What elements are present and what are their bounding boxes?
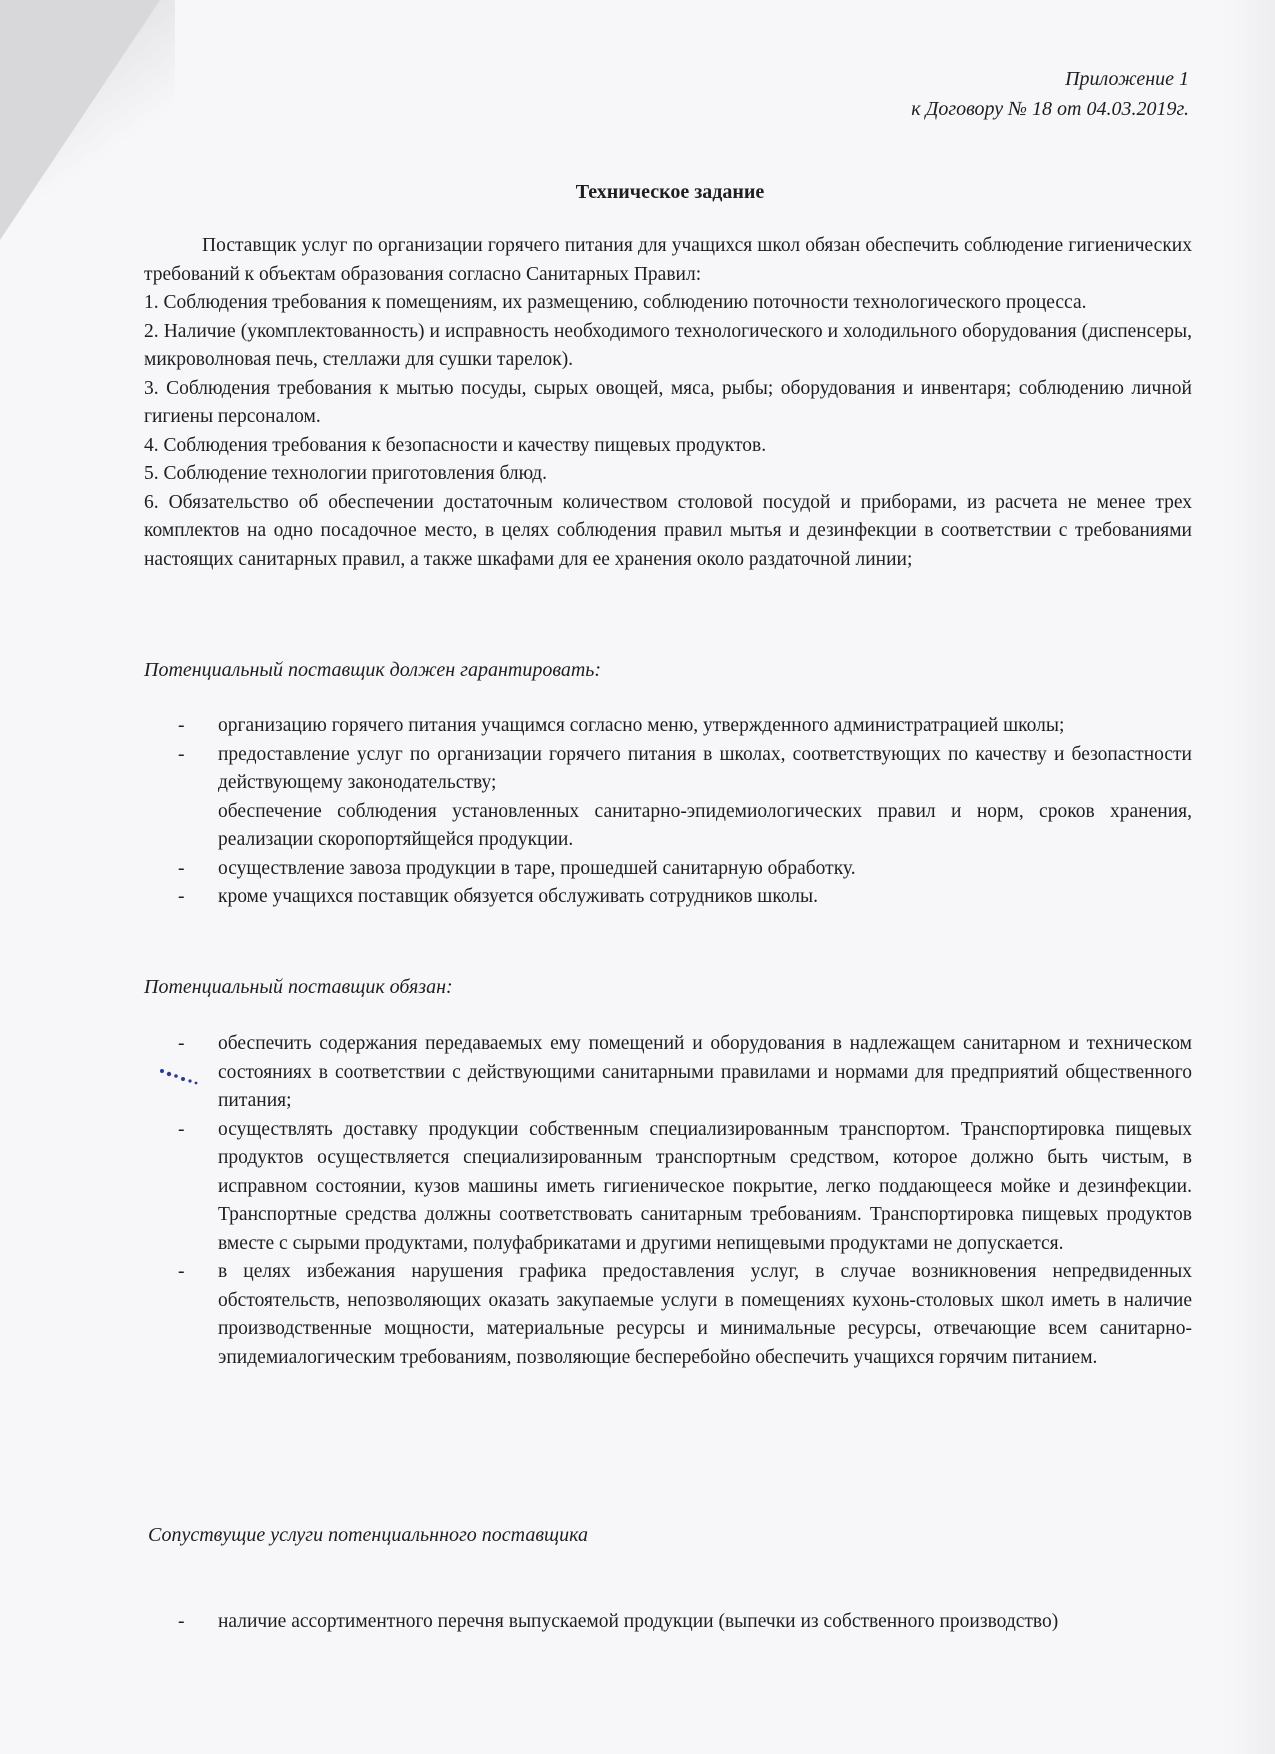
related-services-list (144, 1608, 1192, 1637)
plain-paragraph (144, 798, 1192, 855)
obligations-list (144, 1030, 1192, 1372)
list-item (144, 712, 1192, 741)
dash-marker: - (178, 857, 185, 879)
list-item (144, 883, 1192, 912)
dash-marker: - (178, 743, 185, 765)
intro-item-6: 6. Обязательство об обеспечении достаточным количеством столовой посудой и приборами, из расчета не менее трех комплектов на одно посадочное место, в целях соблюдения правил мытья и дезинфекции в соответствии с требованиями настоящих санитарных правил, а также шкафами для ее хранения около раздаточной линии; (144, 491, 1192, 570)
list-item-text: предоставление услуг по организации горячего питания в школах, соответствующих по качеству и безопастности действующему законодательству; (218, 743, 1192, 793)
list-item-text: в целях избежания нарушения графика предоставления услуг, в случае возникновения непредвиденных обстоятельств, непозволяющих оказать закупаемые услуги в помещениях кухонь-столовых школ иметь в наличие производственные мощности, материальные ресурсы и минимальные ресурсы, отвечающие всем санитарно-эпидемиалогическим требованиям, позволяющие бесперебойно обеспечить учащихся горячим питанием. (218, 1261, 1192, 1368)
list-item (144, 1030, 1192, 1116)
intro-item-5: 5. Соблюдение технологии приготовления блюд. (144, 463, 548, 484)
intro-item-4: 4. Соблюдения требования к безопасности и качеству пищевых продуктов. (144, 434, 767, 456)
dash-marker: - (178, 886, 185, 907)
list-item (144, 1258, 1192, 1372)
intro-section (144, 232, 1192, 574)
section-heading-guarantee: Потенциальный поставщик должен гарантировать: (144, 659, 602, 681)
list-item (144, 855, 1192, 884)
intro-paragraph: Поставщик услуг по организации горячего питания для учащихся школ обязан обеспечить соблюдение гигиенических требований к объектам образования согласно Санитарных Правил: (144, 235, 1192, 285)
dash-marker: - (178, 1261, 185, 1282)
appendix-line-1: Приложение 1 (1065, 68, 1189, 90)
list-item-text: наличие ассортиментного перечня выпускаемой продукции (выпечки из собственного производство) (218, 1611, 1059, 1632)
list-item-text: кроме учащихся поставщик обязуется обслуживать сотрудников школы. (218, 886, 819, 907)
section-heading-related-services: Сопуствущие услуги потенциальнного поставщика (148, 1524, 589, 1546)
dash-marker: - (178, 1611, 185, 1632)
appendix-header (911, 64, 1189, 124)
guarantee-list (144, 712, 1192, 912)
list-item-text: организацию горячего питания учащимся согласно меню, утвержденного администратрацией школы; (218, 715, 1065, 736)
list-item-text: обеспечить содержания передаваемых ему помещений и оборудования в надлежащем санитарном и техническом состояниях в соответствии с действующими санитарными правилами и нормами для предприятий общественного питания; (218, 1033, 1192, 1111)
appendix-line-2: к Договору № 18 от 04.03.2019г. (911, 98, 1189, 120)
dash-marker: - (178, 715, 185, 736)
list-item-text: осуществление завоза продукции в таре, прошедшей санитарную обработку. (218, 857, 856, 879)
intro-item-2: 2. Наличие (укомплектованность) и исправность необходимого технологического и холодильного оборудования (диспенсеры, микроволновая печь, стеллажи для сушки тарелок). (144, 320, 1192, 370)
document-title: Техническое задание (575, 181, 765, 203)
list-item (144, 1116, 1192, 1259)
list-item (144, 741, 1192, 798)
ink-mark-icon (158, 1065, 202, 1087)
intro-item-3: 3. Соблюдения требования к мытью посуды, сырых овощей, мяса, рыбы; оборудования и инвентаря; соблюдению личной гигиены персоналом. (144, 377, 1192, 427)
dash-marker: - (178, 1033, 185, 1054)
list-item-text: осуществлять доставку продукции собственным специализированным транспортом. Транспортировка пищевых продуктов осуществляется специализированным транспортным средством, которое должно быть чистым, в исправном состоянии, кузов машины иметь гигиеническое покрытие, легко поддающееся мойке и дезинфекции. Транспортные средства должны соответствовать санитарным требованиям. Транспортировка пищевых продуктов вместе с сырыми продуктами, полуфабрикатами и другими непищевыми продуктами не допускается. (218, 1118, 1192, 1254)
section-heading-obligations: Потенциальный поставщик обязан: (144, 976, 453, 998)
list-item (144, 1608, 1192, 1637)
dash-marker: - (178, 1118, 185, 1140)
ink-mark (158, 1065, 202, 1096)
intro-item-1: 1. Соблюдения требования к помещениям, их размещению, соблюдению поточности технологического процесса. (144, 292, 1087, 313)
plain-paragraph-text: обеспечение соблюдения установленных санитарно-эпидемиологических правил и норм, сроков хранения, реализации скоропортяйщейся продукции. (218, 800, 1192, 850)
